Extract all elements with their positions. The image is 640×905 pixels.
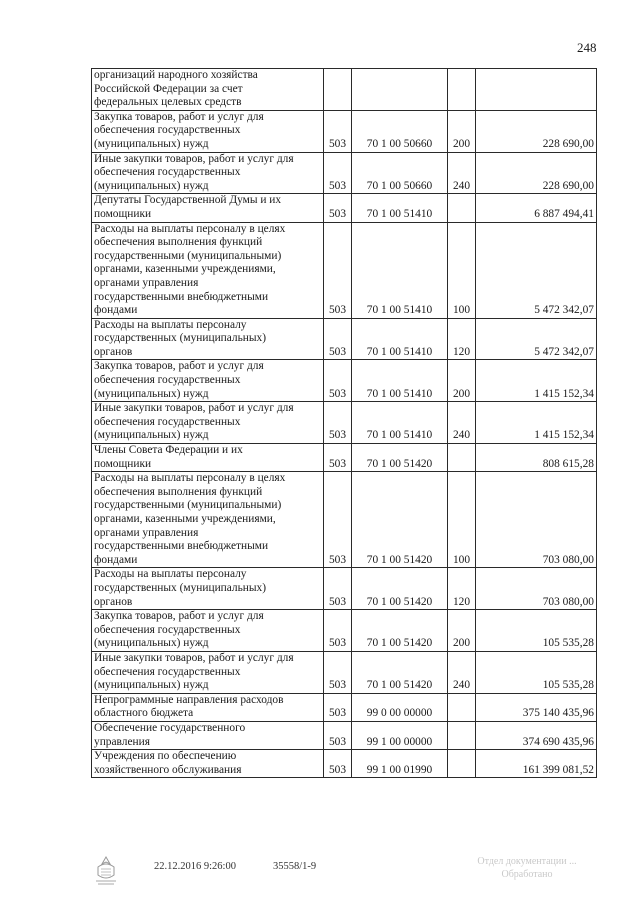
- table-row: [92, 194, 597, 222]
- row-section-code: 503: [324, 610, 352, 652]
- row-name: Расходы на выплаты персоналу в целях обеспечения выполнения функций государственными (муниципальными) органами, казенными учреждениями, органами управления государственными внебюджетными фондами: [92, 222, 324, 318]
- table-row: [92, 610, 597, 652]
- row-section-code: 503: [324, 721, 352, 749]
- row-amount: 703 080,00: [476, 568, 597, 610]
- table-row: [92, 69, 597, 111]
- row-name: Члены Совета Федерации и их помощники: [92, 444, 324, 472]
- row-target-article: 99 1 00 00000: [352, 721, 448, 749]
- row-name: Закупка товаров, работ и услуг для обеспечения государственных (муниципальных) нужд: [92, 360, 324, 402]
- row-name: Непрограммные направления расходов областного бюджета: [92, 693, 324, 721]
- row-amount: 375 140 435,96: [476, 693, 597, 721]
- row-expense-type: [448, 750, 476, 778]
- row-target-article: 70 1 00 50660: [352, 152, 448, 194]
- table-row: [92, 444, 597, 472]
- row-amount: 374 690 435,96: [476, 721, 597, 749]
- row-target-article: 70 1 00 51420: [352, 651, 448, 693]
- row-target-article: 99 0 00 00000: [352, 693, 448, 721]
- row-amount: 5 472 342,07: [476, 318, 597, 360]
- row-target-article: [352, 69, 448, 111]
- table-row: [92, 222, 597, 318]
- row-name: Учреждения по обеспечению хозяйственного обслуживания: [92, 750, 324, 778]
- table-row: [92, 568, 597, 610]
- row-name: Расходы на выплаты персоналу в целях обеспечения выполнения функций государственными (муниципальными) органами, казенными учреждениями, органами управления государственными внебюджетными фондами: [92, 472, 324, 568]
- row-target-article: 70 1 00 51410: [352, 402, 448, 444]
- table-row: [92, 402, 597, 444]
- row-expense-type: [448, 444, 476, 472]
- footer-timestamp: 22.12.2016 9:26:00: [154, 861, 236, 872]
- row-amount: 808 615,28: [476, 444, 597, 472]
- row-target-article: 70 1 00 51420: [352, 610, 448, 652]
- budget-table: [91, 68, 597, 778]
- row-amount: 6 887 494,41: [476, 194, 597, 222]
- row-amount: 105 535,28: [476, 651, 597, 693]
- row-expense-type: 240: [448, 152, 476, 194]
- row-section-code: 503: [324, 318, 352, 360]
- page-footer: [0, 855, 640, 895]
- row-expense-type: 240: [448, 402, 476, 444]
- row-expense-type: [448, 194, 476, 222]
- row-name: Расходы на выплаты персоналу государственных (муниципальных) органов: [92, 318, 324, 360]
- row-expense-type: 120: [448, 318, 476, 360]
- row-amount: 1 415 152,34: [476, 402, 597, 444]
- row-expense-type: [448, 693, 476, 721]
- row-section-code: 503: [324, 110, 352, 152]
- row-section-code: 503: [324, 651, 352, 693]
- row-section-code: 503: [324, 444, 352, 472]
- row-target-article: 70 1 00 51410: [352, 318, 448, 360]
- row-amount: 5 472 342,07: [476, 222, 597, 318]
- row-expense-type: 200: [448, 610, 476, 652]
- row-expense-type: 100: [448, 222, 476, 318]
- row-section-code: 503: [324, 222, 352, 318]
- emblem-icon: [92, 855, 120, 887]
- row-name: Иные закупки товаров, работ и услуг для обеспечения государственных (муниципальных) нужд: [92, 402, 324, 444]
- row-amount: 105 535,28: [476, 610, 597, 652]
- row-section-code: 503: [324, 693, 352, 721]
- row-target-article: 70 1 00 51410: [352, 222, 448, 318]
- row-name: Закупка товаров, работ и услуг для обеспечения государственных (муниципальных) нужд: [92, 110, 324, 152]
- row-section-code: 503: [324, 750, 352, 778]
- page-number: 248: [577, 40, 597, 55]
- footer-doc-code: 35558/1-9: [273, 861, 317, 872]
- footer-watermark: Отдел документации ... Обработано: [477, 856, 577, 880]
- row-name: Расходы на выплаты персоналу государственных (муниципальных) органов: [92, 568, 324, 610]
- row-target-article: 70 1 00 51410: [352, 360, 448, 402]
- row-expense-type: [448, 69, 476, 111]
- row-amount: [476, 69, 597, 111]
- row-target-article: 70 1 00 50660: [352, 110, 448, 152]
- row-amount: 703 080,00: [476, 472, 597, 568]
- row-name: Иные закупки товаров, работ и услуг для обеспечения государственных (муниципальных) нужд: [92, 651, 324, 693]
- row-section-code: [324, 69, 352, 111]
- row-amount: 228 690,00: [476, 152, 597, 194]
- row-expense-type: [448, 721, 476, 749]
- row-target-article: 70 1 00 51410: [352, 194, 448, 222]
- row-section-code: 503: [324, 152, 352, 194]
- table-row: [92, 651, 597, 693]
- row-name: организаций народного хозяйства Российской Федерации за счет федеральных целевых средств: [92, 69, 324, 111]
- row-name: Иные закупки товаров, работ и услуг для обеспечения государственных (муниципальных) нужд: [92, 152, 324, 194]
- row-amount: 161 399 081,52: [476, 750, 597, 778]
- row-target-article: 70 1 00 51420: [352, 568, 448, 610]
- row-section-code: 503: [324, 402, 352, 444]
- row-expense-type: 200: [448, 110, 476, 152]
- row-amount: 228 690,00: [476, 110, 597, 152]
- row-section-code: 503: [324, 472, 352, 568]
- table-row: [92, 110, 597, 152]
- row-expense-type: 240: [448, 651, 476, 693]
- table-row: [92, 750, 597, 778]
- row-section-code: 503: [324, 568, 352, 610]
- row-target-article: 70 1 00 51420: [352, 444, 448, 472]
- table-row: [92, 693, 597, 721]
- row-target-article: 99 1 00 01990: [352, 750, 448, 778]
- row-name: Обеспечение государственного управления: [92, 721, 324, 749]
- row-expense-type: 200: [448, 360, 476, 402]
- table-row: [92, 721, 597, 749]
- row-expense-type: 120: [448, 568, 476, 610]
- row-name: Закупка товаров, работ и услуг для обеспечения государственных (муниципальных) нужд: [92, 610, 324, 652]
- row-target-article: 70 1 00 51420: [352, 472, 448, 568]
- row-amount: 1 415 152,34: [476, 360, 597, 402]
- table-row: [92, 318, 597, 360]
- table-row: [92, 360, 597, 402]
- row-section-code: 503: [324, 194, 352, 222]
- table-row: [92, 472, 597, 568]
- budget-table-body: [92, 69, 597, 778]
- row-section-code: 503: [324, 360, 352, 402]
- table-row: [92, 152, 597, 194]
- row-name: Депутаты Государственной Думы и их помощники: [92, 194, 324, 222]
- row-expense-type: 100: [448, 472, 476, 568]
